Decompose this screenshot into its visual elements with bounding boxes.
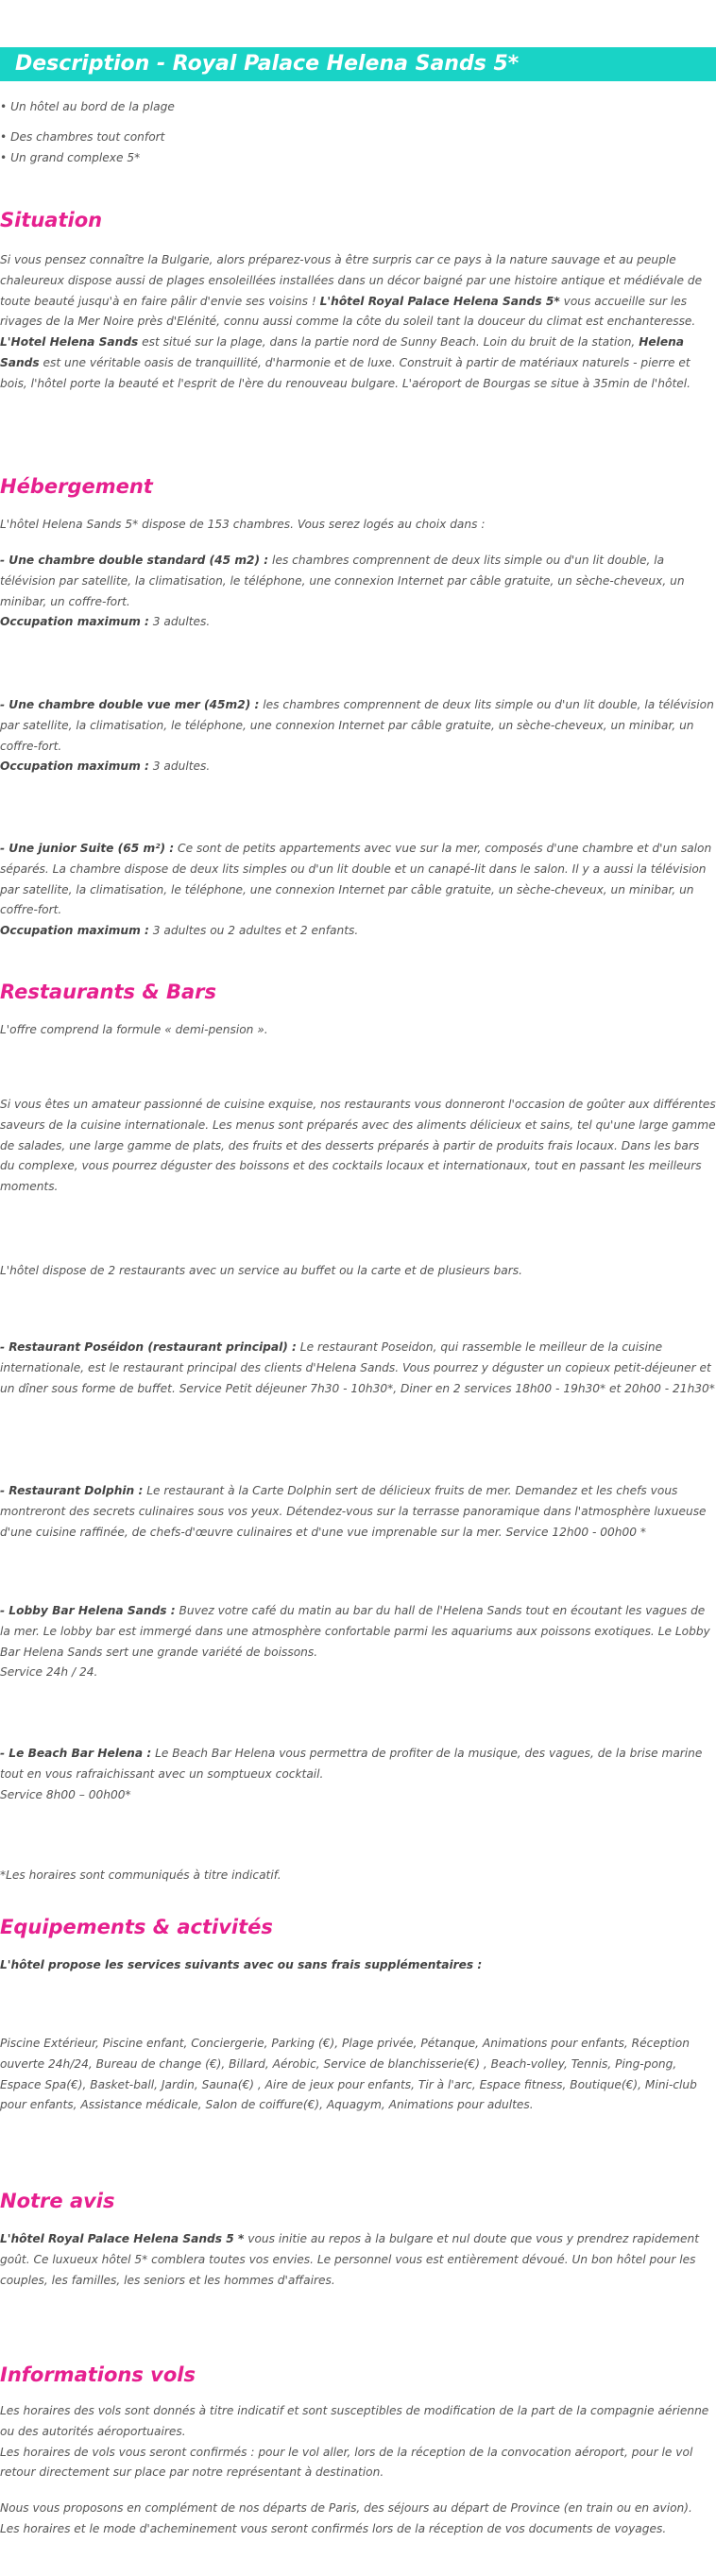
room-junior-suite: - Une junior Suite (65 m²) : Ce sont de petits appartements avec vue sur la mer, composés d'une chambre et d'un salon séparés. La chambre dispose de deux lits simples ou d'un lit double et un canapé-lit dans le salon. Il y a aussi la télévision par satellite, la climatisation, le téléphone, une connexion Internet par câble gratuite, un sèche-cheveux, un minibar, un coffre-fort. Occupation maximum : 3 adultes ou 2 adultes et 2 enfants. [0, 842, 712, 938]
restaurant-poseidon: - Restaurant Poséidon (restaurant principal) : Le restaurant Poseidon, qui rassemble le meilleur de la cuisine internationale, est le restaurant principal des clients d'Helena Sands. Vous pourrez y déguster un copieux petit-déjeuner et un dîner sous forme de buffet. Service Petit déjeuner 7h30 - 10h30*, Diner en 2 services 18h00 - 19h30* et 20h00 - 21h30* [0, 1340, 715, 1395]
section-title-vols: Informations vols [0, 2363, 196, 2386]
restaurants-formula: L'offre comprend la formule « demi-pension ». [0, 1023, 268, 1036]
room-standard: - Une chambre double standard (45 m2) : les chambres comprennent de deux lits simple ou d'un lit double, la télévision par satellite, la climatisation, le téléphone, une connexion Internet par câble gratuite, un sèche-cheveux, un minibar, un coffre-fort. Occupation maximum : 3 adultes. [0, 554, 685, 629]
room-sea-view: - Une chambre double vue mer (45m2) : les chambres comprennent de deux lits simple ou d'un lit double, la télévision par satellite, la climatisation, le téléphone, une connexion Internet par câble gratuite, un sèche-cheveux, un minibar, un coffre-fort. Occupation maximum : 3 adultes. [0, 698, 714, 774]
lobby-bar: - Lobby Bar Helena Sands : Buvez votre café du matin au bar du hall de l'Helena Sands tout en écoutant les vagues de la mer. Le lobby bar est immergé dans une atmosphère confortable parmi les aquariums aux poissons exotiques. Le Lobby Bar Helena Sands sert une grande variété de boissons. Service 24h / 24. [0, 1604, 710, 1680]
situation-text [0, 250, 716, 395]
hebergement-intro: L'hôtel Helena Sands 5* dispose de 153 chambres. Vous serez logés au choix dans : [0, 518, 486, 531]
equipements-list: Piscine Extérieur, Piscine enfant, Conciergerie, Parking (€), Plage privée, Pétanque, Animations pour enfants, Réception ouverte 24h/24, Bureau de change (€), Billard, Aérobic, Service de blanchisserie(€) , Beach-volley, Tennis, Ping-pong, Espace Spa(€), Basket-ball, Jardin, Sauna(€) , Aire de jeux pour enfants, Tir à l'arc, Espace fitness, Boutique(€), Mini-club pour enfants, Assistance médicale, Salon de coiffure(€), Aquagym, Animations pour adultes. [0, 2037, 697, 2112]
situation-paragraph: Si vous pensez connaître la Bulgarie, alors préparez-vous à être surpris car ce pays à la nature sauvage et au peuple chaleureux dispose aussi de plages ensoleillées installées dans un décor baigné par une histoire antique et médiévale de toute beauté jusqu'à en faire pâlir d'envie ses voisins ! L'hôtel Royal Palace Helena Sands 5* vous accueille sur les rivages de la Mer Noire près d'Elénité, connu aussi comme la côte du soleil tant la douceur du climat est enchanteresse. L'Hotel Helena Sands est situé sur la plage, dans la partie nord de Sunny Beach. Loin du bruit de la station, Helena Sands est une véritable oasis de tranquillité, d'harmonie et de luxe. Construit à partir de matériaux naturels - pierre et bois, l'hôtel porte la beauté et l'esprit de l'ère du renouveau bulgare. L'aéroport de Bourgas se situe à 35min de l'hôtel. [0, 253, 703, 390]
vols-text: Les horaires des vols sont donnés à titre indicatif et sont susceptibles de modification de la part de la compagnie aérienne ou des autorités aéroportuaires. Les horaires de vols vous seront confirmés : pour le vol aller, lors de la réception de la convocation aéroport, pour le vol retour directement sur place par notre représentant à destination. Nous vous proposons en complément de nos départs de Paris, des séjours au départ de Province (en train ou en avion). Les horaires et le mode d'acheminement vous seront confirmés lors de la réception de vos documents de voyages. [0, 2404, 709, 2535]
hours-note: *Les horaires sont communiqués à titre indicatif. [0, 1868, 281, 1882]
restaurant-dolphin: - Restaurant Dolphin : Le restaurant à la Carte Dolphin sert de délicieux fruits de mer. Demandez et les chefs vous montreront des secrets culinaires sous vos yeux. Détendez-vous sur la terrasse panoramique dans l'atmosphère luxueuse d'une cuisine raffinée, de chefs-d'œuvre culinaires et d'une vue imprenable sur la mer. Service 12h00 - 00h00 * [0, 1484, 707, 1539]
section-title-hebergement: Hébergement [0, 475, 153, 498]
restaurants-description: Si vous êtes un amateur passionné de cuisine exquise, nos restaurants vous donneront l'occasion de goûter aux différentes saveurs de la cuisine internationale. Les menus sont préparés avec des aliments délicieux et sains, tel qu'une large gamme de salades, une large gamme de plats, des fruits et des desserts préparés à partir de produits frais locaux. Dans les bars du complexe, vous pourrez déguster des boissons et des cocktails locaux et internationaux, tout en passant les meilleurs moments. [0, 1098, 716, 1194]
restaurants-count: L'hôtel dispose de 2 restaurants avec un service au buffet ou la carte et de plusieurs bars. [0, 1264, 522, 1277]
section-title-situation: Situation [0, 209, 103, 231]
section-title-equipements: Equipements & activités [0, 1916, 273, 1938]
beach-bar: - Le Beach Bar Helena : Le Beach Bar Helena vous permettra de profiter de la musique, des vagues, de la brise marine tout en vous rafraichissant avec un somptueux cocktail. Service 8h00 – 00h00* [0, 1747, 703, 1801]
section-title-avis: Notre avis [0, 2190, 115, 2212]
equipements-intro: L'hôtel propose les services suivants avec ou sans frais supplémentaires : [0, 1958, 483, 1971]
description-banner [0, 47, 716, 81]
page-title: Description - Royal Palace Helena Sands 5* [15, 52, 520, 76]
bullet-item: • Des chambres tout confort [0, 129, 165, 144]
bullet-item: • Un grand complexe 5* [0, 150, 141, 164]
avis-text: L'hôtel Royal Palace Helena Sands 5 * vous initie au repos à la bulgare et nul doute que vous y prendrez rapidement goût. Ce luxueux hôtel 5* comblera toutes vos envies. Le personnel vous est entièrement dévoué. Un bon hôtel pour les couples, les familles, les seniors et les hommes d'affaires. [0, 2232, 700, 2287]
bullet-item: • Un hôtel au bord de la plage [0, 100, 175, 113]
intro-bullets [0, 97, 716, 168]
section-title-restaurants: Restaurants & Bars [0, 981, 217, 1003]
